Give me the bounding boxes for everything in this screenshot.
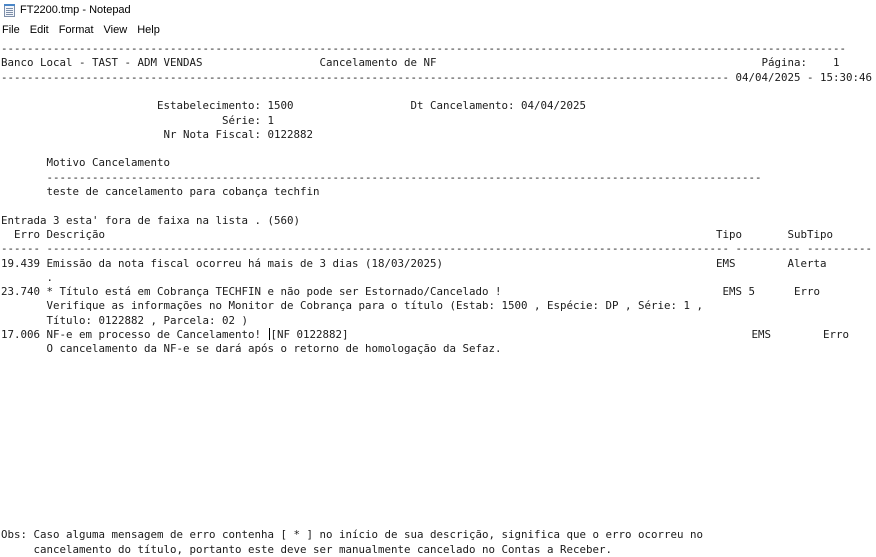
text-line — [1, 228, 833, 242]
text-line — [1, 214, 300, 228]
window-title: FT2200.tmp - Notepad — [20, 4, 131, 16]
line-text: 19.439 Emissão da nota fiscal ocorreu há mais de 3 dias (18/03/2025) EMS Alerta — [1, 257, 827, 270]
menu-format[interactable]: Format — [58, 24, 94, 36]
notepad-icon — [4, 5, 15, 17]
line-text: Erro Descrição Tipo SubTipo — [1, 228, 834, 241]
line-text: Estabelecimento: 1500 Dt Cancelamento: 04/04/2025 — [1, 99, 587, 112]
text-line — [1, 156, 170, 170]
text-line — [1, 299, 703, 313]
line-text: teste de cancelamento para cobança techfin — [1, 185, 320, 198]
text-line — [1, 285, 820, 299]
menu-file[interactable]: File — [2, 24, 20, 36]
line-text: [NF 0122882] EMS Erro — [270, 328, 850, 341]
line-text: Nr Nota Fiscal: 0122882 — [1, 128, 314, 141]
line-text: Série: 1 — [1, 114, 275, 127]
menu-edit[interactable]: Edit — [29, 24, 49, 36]
line-text: ---------------------------------------------------------------------------------------------------------------- 04/04/2025 - 15:30:46 — [1, 71, 873, 84]
line-text: Entrada 3 esta' fora de faixa na lista . (560) — [1, 214, 301, 227]
text-line — [1, 56, 840, 70]
text-caret — [269, 328, 270, 340]
line-text: -------------------------------------------------------------------------------------------------------------- — [1, 171, 762, 184]
line-text: Banco Local - TAST - ADM VENDAS Cancelamento de NF Página: 1 — [1, 56, 840, 69]
text-line — [1, 342, 502, 356]
text-line — [1, 71, 872, 85]
menu-help[interactable]: Help — [137, 24, 160, 36]
line-text: . — [1, 271, 54, 284]
text-line — [1, 99, 586, 113]
text-line — [1, 42, 846, 56]
text-line — [1, 271, 53, 285]
text-line — [1, 242, 872, 256]
menu-view[interactable]: View — [103, 24, 128, 36]
line-text: cancelamento do título, portanto este deve ser manualmente cancelado no Contas a Receber. — [1, 543, 613, 556]
text-line — [1, 328, 849, 342]
text-line — [1, 185, 320, 199]
line-text: ---------------------------------------------------------------------------------------------------------------------------------- — [1, 42, 847, 55]
text-line — [1, 314, 248, 328]
text-line — [1, 257, 827, 271]
text-line — [1, 528, 703, 542]
line-text: Verifique as informações no Monitor de Cobrança para o título (Estab: 1500 , Espécie: DP , Série: 1 , — [1, 299, 704, 312]
line-text: Título: 0122882 , Parcela: 02 ) — [1, 314, 249, 327]
line-text: 23.740 * Título está em Cobrança TECHFIN e não pode ser Estornado/Cancelado ! EMS 5 Erro — [1, 285, 821, 298]
line-text: Motivo Cancelamento — [1, 156, 171, 169]
line-text: ------ --------------------------------------------------------------------------------------------------------- ---------- ---------- — [1, 242, 873, 255]
title-bar — [0, 0, 876, 22]
text-editor-area[interactable] — [0, 40, 876, 556]
line-text: Obs: Caso alguma mensagem de erro contenha [ * ] no início de sua descrição, significa que o erro ocorreu no — [1, 528, 704, 541]
line-text: 17.006 NF-e em processo de Cancelamento! — [1, 328, 268, 341]
line-text: O cancelamento da NF-e se dará após o retorno de homologação da Sefaz. — [1, 342, 502, 355]
text-line — [1, 128, 313, 142]
text-line — [1, 171, 762, 185]
text-line — [1, 114, 274, 128]
text-line — [1, 543, 612, 557]
menu-bar — [0, 24, 168, 40]
